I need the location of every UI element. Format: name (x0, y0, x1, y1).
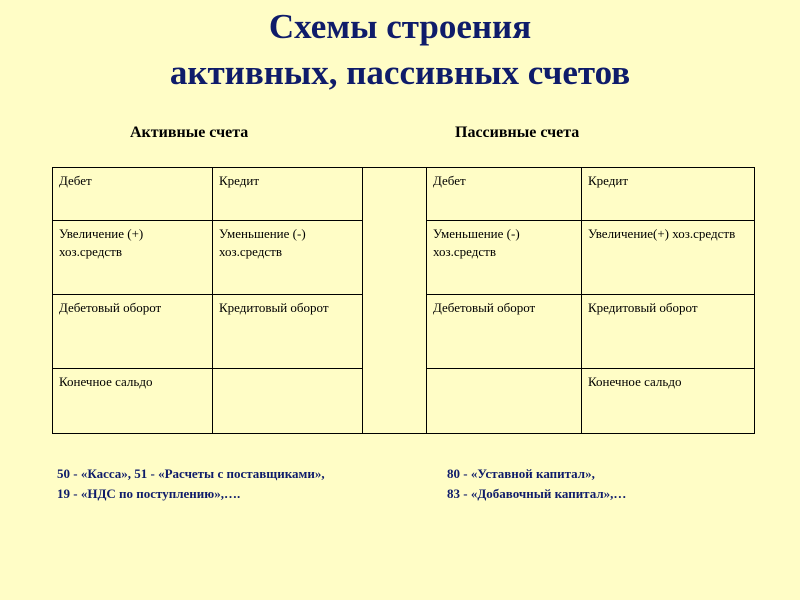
passive-empty-cell (427, 369, 582, 434)
title-line-2: активных, пассивных счетов (169, 53, 631, 92)
passive-increase-cell: Увеличение(+) хоз.средств (582, 221, 755, 295)
active-examples-line-1: 50 - «Касса», 51 - «Расчеты с поставщиками», (57, 466, 325, 481)
active-credit-header: Кредит (213, 168, 363, 221)
active-closing-balance-cell: Конечное сальдо (53, 369, 213, 434)
table-row (53, 168, 755, 221)
passive-closing-balance-cell: Конечное сальдо (582, 369, 755, 434)
passive-credit-header: Кредит (582, 168, 755, 221)
active-debit-header: Дебет (53, 168, 213, 221)
active-credit-turnover-cell: Кредитовый оборот (213, 295, 363, 369)
active-account-examples (57, 464, 325, 504)
passive-credit-turnover-cell: Кредитовый оборот (582, 295, 755, 369)
passive-debit-turnover-cell: Дебетовый оборот (427, 295, 582, 369)
passive-account-examples (447, 464, 626, 504)
active-decrease-cell: Уменьшение (-) хоз.средств (213, 221, 363, 295)
separator-column (363, 168, 427, 434)
title-line-1: Схемы строения (268, 7, 532, 46)
active-examples-line-2: 19 - «НДС по поступлению»,…. (57, 486, 241, 501)
passive-examples-line-1: 80 - «Уставной капитал», (447, 466, 595, 481)
passive-debit-header: Дебет (427, 168, 582, 221)
active-increase-cell: Увеличение (+) хоз.средств (53, 221, 213, 295)
passive-decrease-cell: Уменьшение (-) хоз.средств (427, 221, 582, 295)
passive-accounts-heading: Пассивные счета (455, 124, 580, 141)
slide-title (0, 4, 800, 96)
passive-examples-line-2: 83 - «Добавочный капитал»,… (447, 486, 627, 501)
active-debit-turnover-cell: Дебетовый оборот (53, 295, 213, 369)
accounts-schema-table (52, 167, 755, 434)
active-empty-cell (213, 369, 363, 434)
active-accounts-heading: Активные счета (130, 124, 249, 141)
